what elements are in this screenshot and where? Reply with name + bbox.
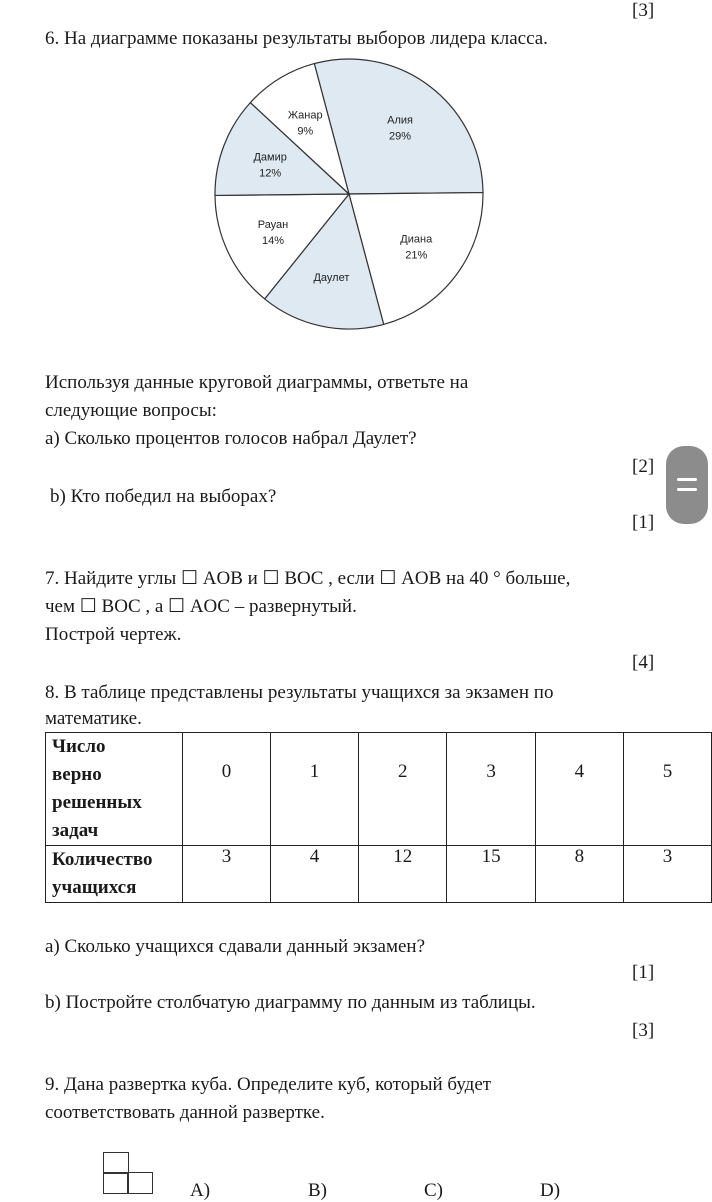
q6-intro-line2: следующие вопросы: [45,400,217,421]
pie-value-label: 12% [259,167,282,180]
table-cell: 15 [447,846,535,903]
mark-q8b: [3] [632,1020,655,1041]
mark-q7: [4] [632,652,655,673]
mark-q6b: [1] [632,512,655,533]
table-row [46,846,712,903]
table-row-header [46,846,183,903]
table-row-header [46,733,183,846]
header-word: решенных [52,792,142,813]
q8-question-a: а) Сколько учащихся сдавали данный экзамен? [45,936,426,957]
header-word: задач [52,820,99,841]
table-cell: 4 [535,733,623,846]
pie-chart [212,44,486,332]
q6-title: 6. На диаграмме показаны результаты выборов лидера класса. [45,28,548,49]
table-cell: 1 [270,733,358,846]
pie-value-label: 9% [297,125,314,138]
pie-label: Жанар [287,109,323,122]
table-cell: 12 [359,846,447,903]
option-d[interactable]: D) [540,1180,561,1201]
net-square [103,1172,129,1194]
results-table [45,732,712,903]
table-row [46,733,712,846]
net-square [103,1152,129,1174]
table-cell: 4 [270,846,358,903]
pie-value-label: 21% [405,249,428,262]
handle-line-icon [677,488,697,491]
mark-top: [3] [632,0,655,21]
table-cell: 3 [447,733,535,846]
q8-line1: 8. В таблице представлены результаты учащихся за экзамен по [45,682,554,703]
q8-question-b: b) Постройте столбчатую диаграмму по данным из таблицы. [45,992,536,1013]
pie-value-label: 14% [261,235,285,248]
q6-question-a: а) Сколько процентов голосов набрал Даулет? [45,428,417,449]
q7-line3: Построй чертеж. [45,624,182,645]
table-cell: 3 [623,846,711,903]
drag-handle[interactable] [666,446,708,524]
header-word: верно [52,764,102,785]
table-cell: 2 [359,733,447,846]
q8-line2: математике. [45,708,142,729]
header-word: Число [52,736,106,757]
q6-question-b: b) Кто победил на выборах? [50,486,277,507]
mark-q6a: [2] [632,456,655,477]
pie-label: Рауан [257,219,289,232]
option-c[interactable]: C) [424,1180,443,1201]
table-cell: 8 [535,846,623,903]
header-word: Количество [52,849,153,870]
header-word: учащихся [52,877,137,898]
option-a[interactable]: A) [190,1180,211,1201]
option-b[interactable]: B) [308,1180,327,1201]
table-cell: 5 [623,733,711,846]
pie-label: Диана [400,233,433,246]
handle-line-icon [677,478,697,481]
q9-line1: 9. Дана развертка куба. Определите куб, который будет [45,1074,492,1095]
pie-label: Алия [387,114,413,127]
table-cell: 3 [182,846,270,903]
q6-intro-line1: Используя данные круговой диаграммы, ответьте на [45,372,469,393]
pie-label: Даулет [313,272,350,285]
pie-value-label: 29% [389,130,412,143]
pie-label: Дамир [253,151,287,164]
mark-q8a: [1] [632,962,655,983]
net-square [127,1172,153,1194]
table-cell: 0 [182,733,270,846]
q7-line2: чем ☐ BOC , а ☐ AOC – развернутый. [45,596,357,617]
q9-line2: соответствовать данной развертке. [45,1102,325,1123]
q7-line1: 7. Найдите углы ☐ AOB и ☐ BOC , если ☐ AOB на 40 ° больше, [45,568,571,589]
